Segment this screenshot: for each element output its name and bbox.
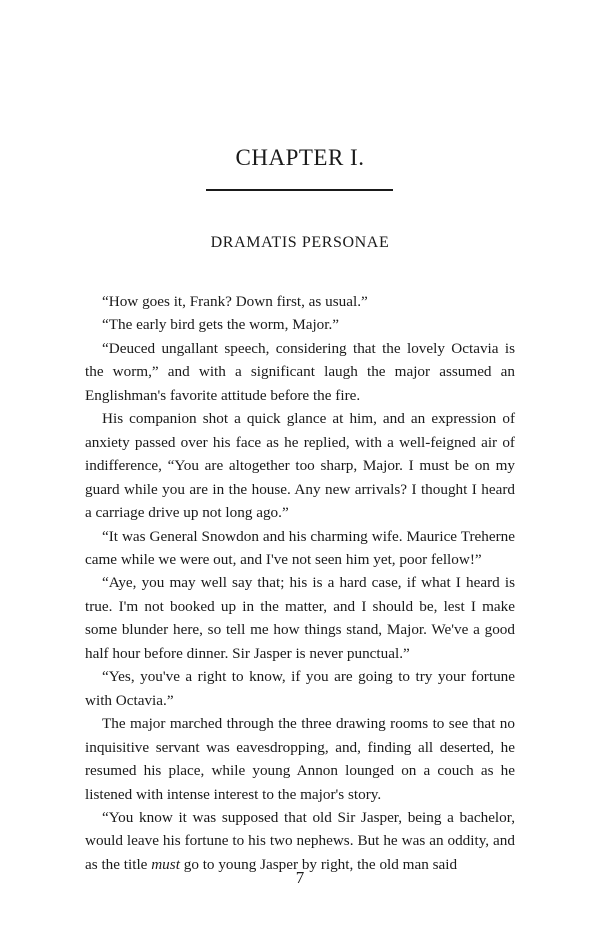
chapter-divider (206, 189, 393, 191)
paragraph: “The early bird gets the worm, Major.” (102, 316, 340, 334)
section-title: DRAMATIS PERSONAE (210, 234, 390, 251)
emphasis: must (151, 855, 180, 873)
body-text (85, 290, 515, 876)
paragraph: “You know it was supposed that old Sir Jasper, being a bachelor, would leave his fortune to his two nephews. But he was an oddity, and as the title must go to young Jasper by right, the old man said (85, 808, 515, 873)
paragraph: The major marched through the three drawing rooms to see that no inquisitive servant was eavesdropping, and, finding all deserted, he resumed his place, while young Annon lounged on a couch as he listened with intense interest to the major's story. (85, 715, 515, 803)
paragraph: “Deuced ungallant speech, considering that the lovely Octavia is the worm,” and with a significant laugh the major assumed an Englishman's favorite attitude before the fire. (85, 339, 515, 404)
paragraph: His companion shot a quick glance at him, and an expression of anxiety passed over his face as he replied, with a well-feigned air of indifference, “You are altogether too sharp, Major. I must be on my guard while you are in the house. Any new arrivals? I thought I heard a carriage drive up not long ago.” (85, 410, 515, 522)
paragraph: “It was General Snowdon and his charming wife. Maurice Treherne came while we were out, and I've not seen him yet, poor fellow!” (85, 527, 515, 568)
chapter-title: CHAPTER I. (235, 145, 365, 170)
paragraph: “Aye, you may well say that; his is a hard case, if what I heard is true. I'm not booked up in the matter, and I should be, lest I make some blunder here, so tell me how things stand, Major. We've a good half hour before dinner. Sir Jasper is never punctual.” (85, 574, 515, 662)
paragraph: “Yes, you've a right to know, if you are going to try your fortune with Octavia.” (85, 668, 515, 709)
page-number: 7 (295, 868, 305, 887)
paragraph: “How goes it, Frank? Down first, as usual.” (102, 293, 368, 310)
